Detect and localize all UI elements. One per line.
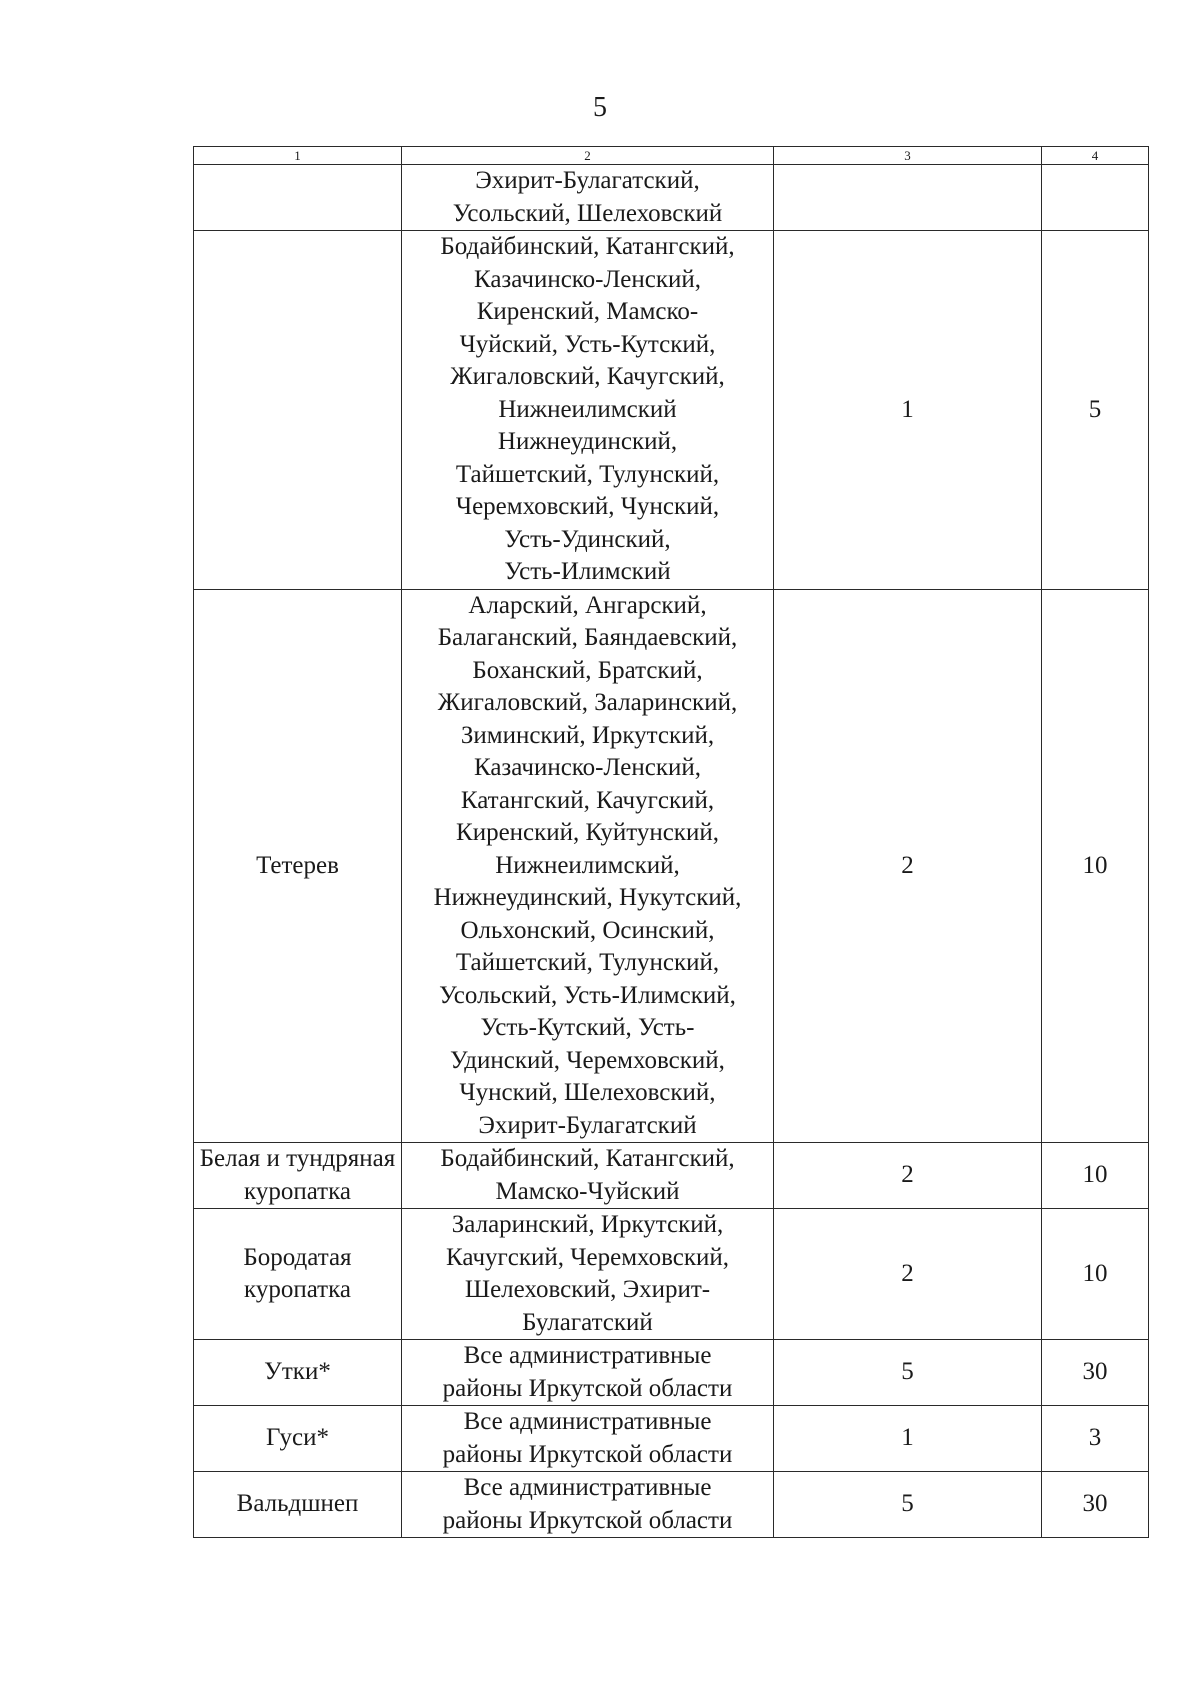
district-line: Усть-Удинский, bbox=[504, 525, 671, 553]
page-number: 5 bbox=[593, 92, 607, 123]
district-line: Заларинский, Иркутский, bbox=[451, 1211, 724, 1238]
species-cell: Вальдшнеп bbox=[194, 1472, 402, 1538]
species-cell: Бородатая куропатка bbox=[194, 1209, 402, 1340]
district-line: Все административные bbox=[463, 1342, 712, 1369]
district-line: Бодайбинский, Катангский, bbox=[440, 233, 735, 260]
district-line: Зиминский, Иркутский, bbox=[460, 721, 715, 749]
district-line: Жигаловский, Заларинский, bbox=[437, 689, 738, 716]
district-line: Нижнеудинский, Нукутский, bbox=[433, 884, 742, 911]
district-line: Мамско-Чуйский bbox=[495, 1177, 680, 1205]
table-row bbox=[194, 165, 1149, 231]
daily-limit-cell: 5 bbox=[774, 1340, 1042, 1406]
district-line: Ольхонский, Осинский, bbox=[460, 916, 715, 944]
district-line: Казачинско-Ленский, bbox=[473, 754, 702, 781]
table-header-row bbox=[194, 147, 1149, 165]
table-row bbox=[194, 231, 1149, 590]
table-row bbox=[194, 1406, 1149, 1472]
district-line: районы Иркутской области bbox=[442, 1374, 733, 1402]
district-line: Чуйский, Усть-Кутский, bbox=[459, 330, 716, 358]
districts-cell bbox=[402, 231, 774, 590]
district-line: Усольский, Шелеховский bbox=[452, 199, 723, 227]
table-row bbox=[194, 1472, 1149, 1538]
season-limit-cell: 10 bbox=[1042, 1209, 1149, 1340]
daily-limit-cell: 1 bbox=[774, 231, 1042, 590]
district-line: Киренский, Куйтунский, bbox=[456, 819, 719, 846]
table-row bbox=[194, 1143, 1149, 1209]
district-line: районы Иркутской области bbox=[442, 1506, 733, 1534]
season-limit-cell: 30 bbox=[1042, 1340, 1149, 1406]
district-line: Тайшетский, Тулунский, bbox=[455, 460, 720, 488]
district-line: Казачинско-Ленский, bbox=[473, 265, 702, 293]
table-row bbox=[194, 589, 1149, 1143]
column-number-1: 1 bbox=[194, 147, 402, 165]
districts-cell bbox=[402, 1340, 774, 1406]
species-cell: Утки* bbox=[194, 1340, 402, 1406]
district-line: Балаганский, Баяндаевский, bbox=[437, 624, 738, 651]
season-limit-cell: 3 bbox=[1042, 1406, 1149, 1472]
season-limit-cell: 30 bbox=[1042, 1472, 1149, 1538]
districts-cell bbox=[402, 1209, 774, 1340]
daily-limit-cell: 2 bbox=[774, 589, 1042, 1143]
district-line: Бодайбинский, Катангский, bbox=[440, 1145, 735, 1172]
daily-limit-cell: 2 bbox=[774, 1209, 1042, 1340]
daily-limit-cell: 2 bbox=[774, 1143, 1042, 1209]
hunting-limits-table bbox=[193, 146, 1149, 1538]
district-line: Нижнеудинский, bbox=[497, 428, 678, 455]
species-cell: Тетерев bbox=[194, 589, 402, 1143]
species-cell: Белая и тундряная куропатка bbox=[194, 1143, 402, 1209]
district-line: Все административные bbox=[463, 1474, 712, 1501]
district-line: Все административные bbox=[463, 1408, 712, 1435]
district-line: Усть-Илимский bbox=[504, 558, 671, 585]
season-limit-cell: 10 bbox=[1042, 1143, 1149, 1209]
districts-cell bbox=[402, 589, 774, 1143]
district-line: Усть-Кутский, Усть- bbox=[480, 1014, 695, 1041]
districts-cell bbox=[402, 1143, 774, 1209]
district-line: Киренский, Мамско- bbox=[476, 298, 699, 325]
district-line: Аларский, Ангарский, bbox=[468, 591, 707, 619]
district-line: Нижнеилимский, bbox=[495, 851, 680, 879]
table-row bbox=[194, 1340, 1149, 1406]
district-line: Удинский, Черемховский, bbox=[450, 1046, 725, 1074]
daily-limit-cell: 5 bbox=[774, 1472, 1042, 1538]
district-line: Тайшетский, Тулунский, bbox=[455, 949, 720, 976]
species-cell: Гуси* bbox=[194, 1406, 402, 1472]
district-line: Шелеховский, Эхирит- bbox=[464, 1276, 711, 1303]
district-line: Эхирит-Булагатский, bbox=[475, 167, 700, 194]
district-line: Нижнеилимский bbox=[498, 395, 677, 423]
district-line: Боханский, Братский, bbox=[472, 656, 703, 684]
districts-cell bbox=[402, 1406, 774, 1472]
season-limit-cell: 5 bbox=[1042, 231, 1149, 590]
daily-limit-cell: 1 bbox=[774, 1406, 1042, 1472]
district-line: Черемховский, Чунский, bbox=[455, 493, 720, 520]
district-line: Жигаловский, Качугский, bbox=[450, 363, 725, 390]
species-cell bbox=[194, 165, 402, 231]
season-limit-cell: 10 bbox=[1042, 589, 1149, 1143]
table-row bbox=[194, 1209, 1149, 1340]
column-number-4: 4 bbox=[1042, 147, 1149, 165]
district-line: Чунский, Шелеховский, bbox=[459, 1079, 716, 1106]
column-number-3: 3 bbox=[774, 147, 1042, 165]
district-line: Булагатский bbox=[522, 1308, 653, 1336]
district-line: Усольский, Усть-Илимский, bbox=[439, 981, 736, 1009]
district-line: Эхирит-Булагатский bbox=[478, 1111, 697, 1139]
district-line: районы Иркутской области bbox=[442, 1440, 733, 1468]
species-cell bbox=[194, 231, 402, 590]
district-line: Качугский, Черемховский, bbox=[446, 1243, 729, 1271]
daily-limit-cell bbox=[774, 165, 1042, 231]
season-limit-cell bbox=[1042, 165, 1149, 231]
districts-cell bbox=[402, 165, 774, 231]
column-number-2: 2 bbox=[402, 147, 774, 165]
districts-cell bbox=[402, 1472, 774, 1538]
district-line: Катангский, Качугский, bbox=[460, 786, 715, 814]
